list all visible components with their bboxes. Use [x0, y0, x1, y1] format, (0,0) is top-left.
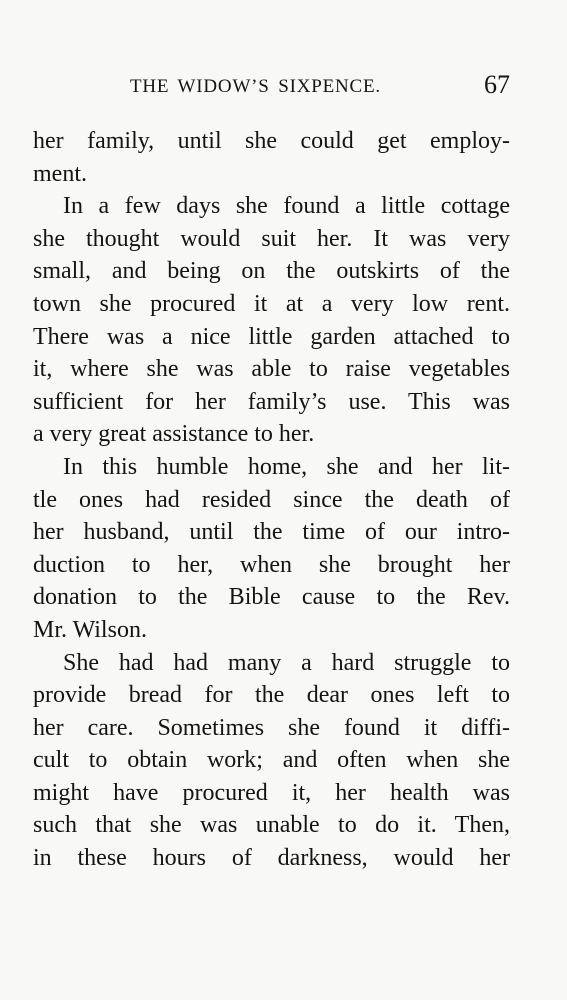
text-line: tle ones had resided since the death of: [33, 486, 510, 513]
text-line: she thought would suit her. It was very: [33, 225, 510, 252]
text-line: town she procured it at a very low rent.: [33, 290, 510, 317]
text-line: small, and being on the outskirts of the: [33, 258, 510, 285]
text-line: might have procured it, her health was: [33, 779, 510, 806]
body-text: [33, 125, 510, 875]
text-line: duction to her, when she brought her: [33, 551, 510, 578]
text-line: cult to obtain work; and often when she: [33, 747, 510, 774]
text-line: Mr. Wilson.: [33, 616, 147, 643]
text-line: In this humble home, she and her lit-: [63, 453, 510, 480]
running-title: THE WIDOW’S SIXPENCE.: [130, 76, 381, 97]
text-line: such that she was unable to do it. Then,: [33, 812, 510, 839]
text-line: her husband, until the time of our intro-: [33, 519, 510, 546]
running-head: [33, 72, 510, 106]
text-line: ment.: [33, 160, 87, 187]
text-line: it, where she was able to raise vegetables: [33, 356, 510, 383]
text-line: in these hours of darkness, would her: [33, 845, 510, 872]
text-line: a very great assistance to her.: [33, 421, 315, 448]
text-line: donation to the Bible cause to the Rev.: [33, 584, 510, 611]
text-line: her family, until she could get employ-: [33, 128, 510, 154]
text-line: her care. Sometimes she found it diffi-: [33, 714, 510, 741]
text-line: In a few days she found a little cottage: [63, 193, 510, 220]
text-line: She had had many a hard struggle to: [63, 649, 510, 676]
text-line: provide bread for the dear ones left to: [33, 682, 510, 709]
text-line: There was a nice little garden attached to: [33, 323, 510, 350]
page-number: 67: [484, 70, 510, 99]
text-line: sufficient for her family’s use. This was: [33, 388, 510, 415]
